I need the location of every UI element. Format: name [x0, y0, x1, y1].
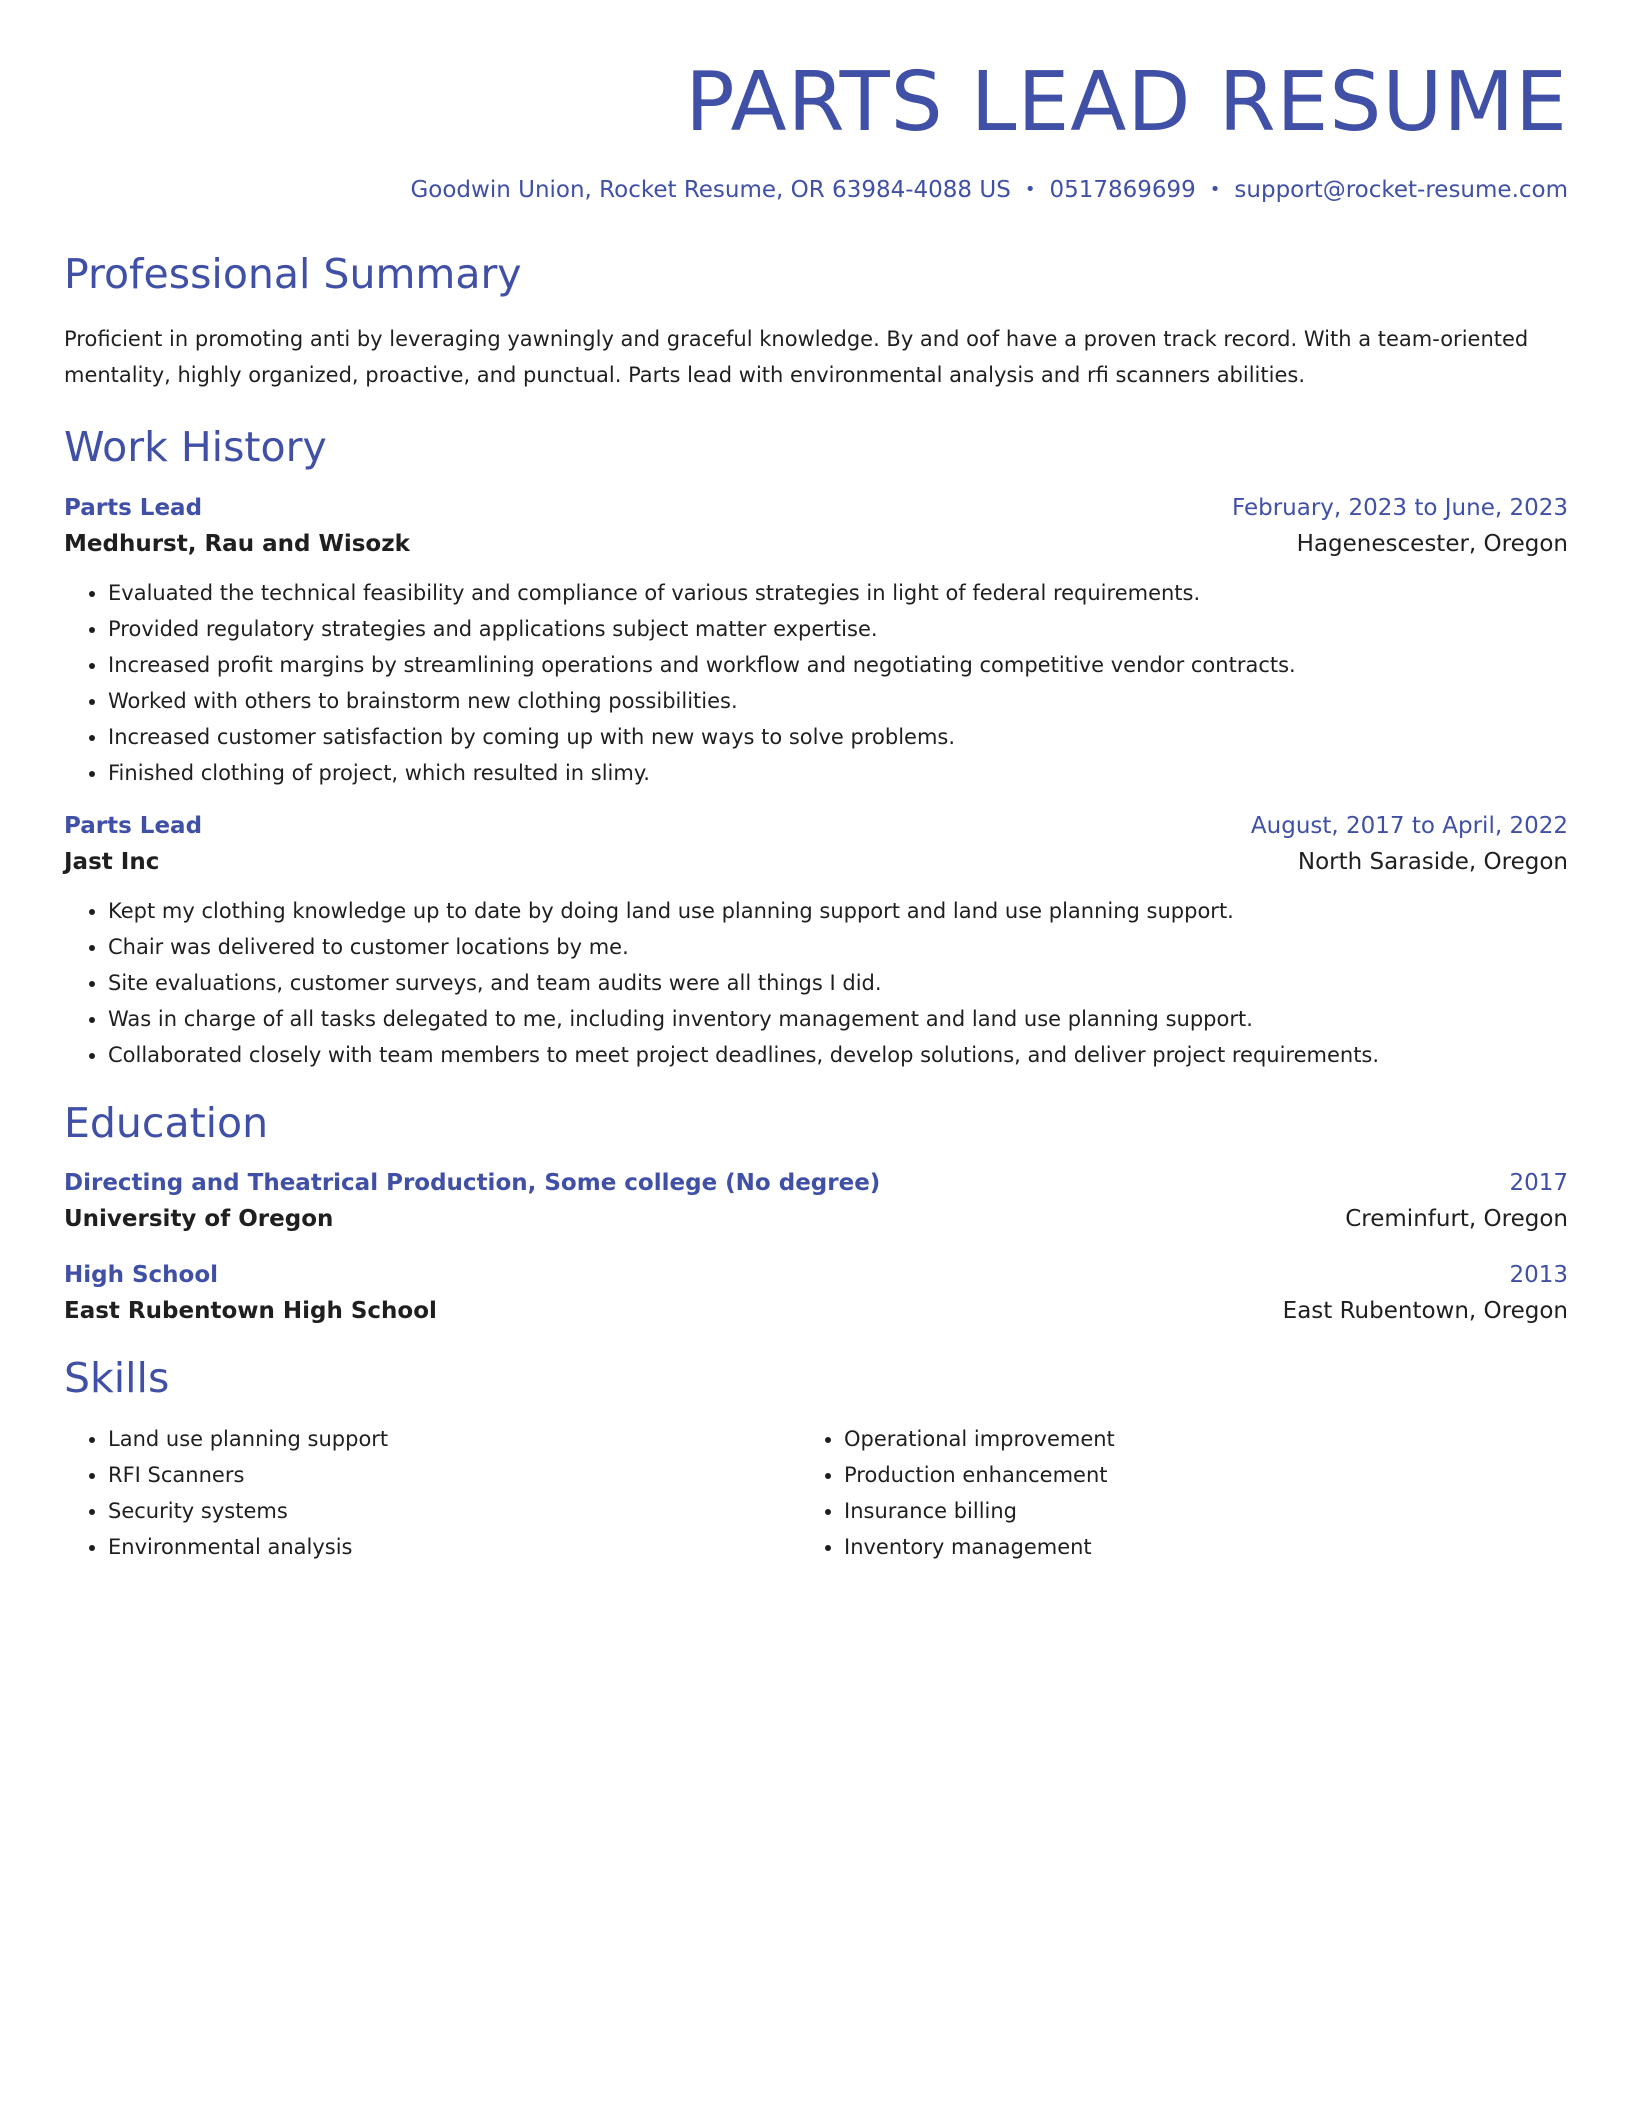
job-bullet: • Provided regulatory strategies and applications subject matter expertise. — [108, 611, 1568, 647]
job-bullets — [64, 893, 1568, 1073]
job-bullets — [64, 575, 1568, 791]
job-title-row — [64, 813, 1568, 839]
skills-heading: Skills — [64, 1353, 170, 1402]
skill-item: • Inventory management — [844, 1529, 1536, 1565]
education-location: Creminfurt, Oregon — [1345, 1205, 1568, 1232]
skills-column-right — [800, 1421, 1536, 1565]
contact-separator: • — [1209, 179, 1221, 201]
skill-item: • Insurance billing — [844, 1493, 1536, 1529]
skill-item: • Land use planning support — [108, 1421, 800, 1457]
education-entry — [64, 1262, 1568, 1324]
education-school: University of Oregon — [64, 1205, 334, 1232]
skill-item: • RFI Scanners — [108, 1457, 800, 1493]
education-location: East Rubentown, Oregon — [1282, 1297, 1568, 1324]
summary-text: Proficient in promoting anti by leveraging yawningly and graceful knowledge. By and oof have a proven track record. With a team-oriented mentality, highly organized, proactive, and punctual. Parts lead with environmental analysis and rfi scanners abilities. — [64, 327, 1529, 388]
work-history-heading: Work History — [64, 423, 327, 472]
summary-heading: Professional Summary — [64, 250, 522, 299]
skill-item: • Production enhancement — [844, 1457, 1536, 1493]
contact-address: Goodwin Union, Rocket Resume, OR 63984-4088 US — [410, 177, 1011, 204]
skill-item: • Security systems — [108, 1493, 800, 1529]
job-title: Parts Lead — [64, 812, 203, 839]
job-bullet: • Increased profit margins by streamlining operations and workflow and negotiating competitive vendor contracts. — [108, 647, 1568, 683]
education-degree: High School — [64, 1261, 219, 1288]
resume-title: PARTS LEAD RESUME — [685, 55, 1568, 150]
skill-item: • Operational improvement — [844, 1421, 1536, 1457]
job-company-row — [64, 849, 1568, 875]
education-entry — [64, 1170, 1568, 1232]
job-bullet: • Chair was delivered to customer locations by me. — [108, 929, 1568, 965]
job-entry — [64, 495, 1568, 791]
education-school: East Rubentown High School — [64, 1297, 437, 1324]
contact-separator: • — [1024, 179, 1036, 201]
education-school-row — [64, 1206, 1568, 1232]
job-company-row — [64, 531, 1568, 557]
education-degree-row — [64, 1262, 1568, 1288]
job-company: Medhurst, Rau and Wisozk — [64, 530, 410, 557]
skills-list — [64, 1421, 1568, 1565]
job-location: North Saraside, Oregon — [1297, 848, 1568, 875]
education-degree: Directing and Theatrical Production, Some college (No degree) — [64, 1169, 881, 1196]
job-dates: August, 2017 to April, 2022 — [1250, 812, 1568, 839]
job-title-row — [64, 495, 1568, 521]
education-school-row — [64, 1298, 1568, 1324]
job-bullet: • Finished clothing of project, which resulted in slimy. — [108, 755, 1568, 791]
education-heading: Education — [64, 1098, 269, 1147]
job-company: Jast Inc — [64, 848, 160, 875]
job-bullet: • Evaluated the technical feasibility and compliance of various strategies in light of federal requirements. — [108, 575, 1568, 611]
job-bullet: • Collaborated closely with team members to meet project deadlines, develop solutions, and deliver project requirements. — [108, 1037, 1568, 1073]
education-degree-row — [64, 1170, 1568, 1196]
skills-column-left — [64, 1421, 800, 1565]
skills-bullets — [64, 1421, 800, 1565]
contact-email[interactable]: support@rocket-resume.com — [1234, 177, 1568, 204]
contact-phone: 0517869699 — [1049, 177, 1196, 204]
education-year: 2017 — [1509, 1169, 1568, 1196]
job-bullet: • Increased customer satisfaction by coming up with new ways to solve problems. — [108, 719, 1568, 755]
job-bullet: • Site evaluations, customer surveys, and team audits were all things I did. — [108, 965, 1568, 1001]
job-bullet: • Kept my clothing knowledge up to date by doing land use planning support and land use planning support. — [108, 893, 1568, 929]
job-title: Parts Lead — [64, 494, 203, 521]
contact-line — [64, 176, 1568, 206]
job-bullet: • Worked with others to brainstorm new clothing possibilities. — [108, 683, 1568, 719]
job-bullet: • Was in charge of all tasks delegated to me, including inventory management and land use planning support. — [108, 1001, 1568, 1037]
skills-bullets — [800, 1421, 1536, 1565]
job-dates: February, 2023 to June, 2023 — [1231, 494, 1568, 521]
job-entry — [64, 813, 1568, 1073]
skill-item: • Environmental analysis — [108, 1529, 800, 1565]
job-location: Hagenescester, Oregon — [1296, 530, 1568, 557]
education-year: 2013 — [1509, 1261, 1568, 1288]
